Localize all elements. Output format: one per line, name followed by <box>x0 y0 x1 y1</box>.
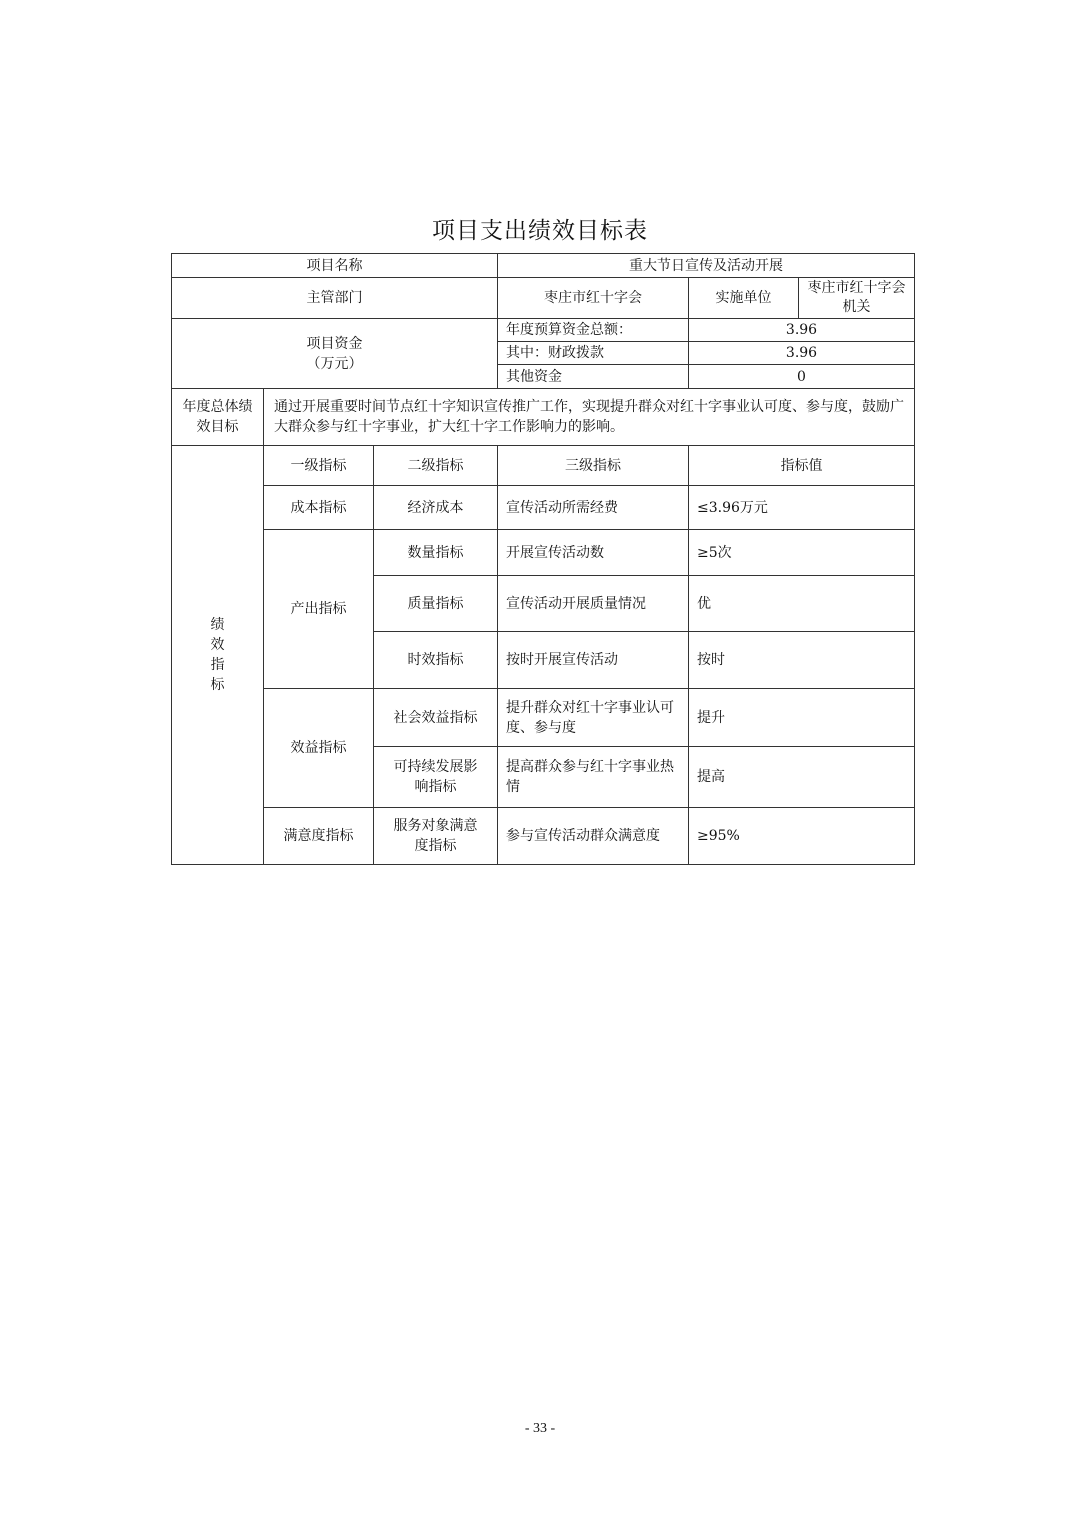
page-title: 项目支出绩效目标表 <box>432 218 648 244</box>
level2-cell: 质量指标 <box>374 576 498 632</box>
impl-value: 枣庄市红十字会机关 <box>799 278 915 319</box>
indicator-row <box>172 808 915 865</box>
level2-cell: 经济成本 <box>374 486 498 530</box>
indicator-value: 提升 <box>689 689 915 747</box>
header-value: 指标值 <box>689 446 915 486</box>
header-level3: 三级指标 <box>498 446 689 486</box>
level3-cell: 宣传活动开展质量情况 <box>498 576 689 632</box>
fund-total-label: 年度预算资金总额： <box>498 319 689 342</box>
indicator-row <box>172 486 915 530</box>
level1-benefit: 效益指标 <box>264 689 374 808</box>
dept-label: 主管部门 <box>172 278 498 319</box>
level3-cell: 提升群众对红十字事业认可度、参与度 <box>498 689 689 747</box>
fund-label-cell <box>172 319 498 389</box>
level3-cell: 参与宣传活动群众满意度 <box>498 808 689 865</box>
fund-row-total <box>172 319 915 342</box>
annual-goal-label: 年度总体绩效目标 <box>172 389 264 446</box>
fund-fiscal-value: 3.96 <box>689 342 915 365</box>
fund-fiscal-label: 其中：财政拨款 <box>498 342 689 365</box>
indicator-section-text: 绩效指标 <box>210 617 225 693</box>
indicator-value: 按时 <box>689 632 915 689</box>
indicator-row <box>172 689 915 747</box>
level2-cell: 可持续发展影响指标 <box>374 747 498 808</box>
annual-goal-row <box>172 389 915 446</box>
level3-cell: 开展宣传活动数 <box>498 530 689 576</box>
indicator-value: ≥95% <box>689 808 915 865</box>
level3-cell: 按时开展宣传活动 <box>498 632 689 689</box>
dept-row <box>172 278 915 319</box>
fund-other-value: 0 <box>689 365 915 389</box>
performance-target-table <box>171 253 915 865</box>
header-level1: 一级指标 <box>264 446 374 486</box>
annual-goal-text: 通过开展重要时间节点红十字知识宣传推广工作，实现提升群众对红十字事业认可度、参与度，鼓励广大群众参与红十字事业，扩大红十字工作影响力的影响。 <box>264 389 915 446</box>
indicator-value: ≥5次 <box>689 530 915 576</box>
level1-output: 产出指标 <box>264 530 374 689</box>
fund-unit: （万元） <box>306 355 363 372</box>
page-number: - 33 - <box>524 1421 556 1436</box>
indicator-value: 优 <box>689 576 915 632</box>
level2-cell: 服务对象满意度指标 <box>374 808 498 865</box>
project-name-row <box>172 254 915 278</box>
level1-cost: 成本指标 <box>264 486 374 530</box>
project-name-label: 项目名称 <box>172 254 498 278</box>
indicator-section-label <box>172 446 264 865</box>
level3-cell: 提高群众参与红十字事业热情 <box>498 747 689 808</box>
indicator-row <box>172 530 915 576</box>
impl-label: 实施单位 <box>689 278 799 319</box>
level2-cell: 数量指标 <box>374 530 498 576</box>
header-level2: 二级指标 <box>374 446 498 486</box>
level1-satisfaction: 满意度指标 <box>264 808 374 865</box>
level2-cell: 时效指标 <box>374 632 498 689</box>
indicator-value: 提高 <box>689 747 915 808</box>
indicator-header-row <box>172 446 915 486</box>
project-name-value: 重大节日宣传及活动开展 <box>498 254 915 278</box>
fund-total-value: 3.96 <box>689 319 915 342</box>
indicator-value: ≤3.96万元 <box>689 486 915 530</box>
fund-other-label: 其他资金 <box>498 365 689 389</box>
level3-cell: 宣传活动所需经费 <box>498 486 689 530</box>
level2-cell: 社会效益指标 <box>374 689 498 747</box>
dept-value: 枣庄市红十字会 <box>498 278 689 319</box>
fund-label: 项目资金 <box>306 335 363 352</box>
